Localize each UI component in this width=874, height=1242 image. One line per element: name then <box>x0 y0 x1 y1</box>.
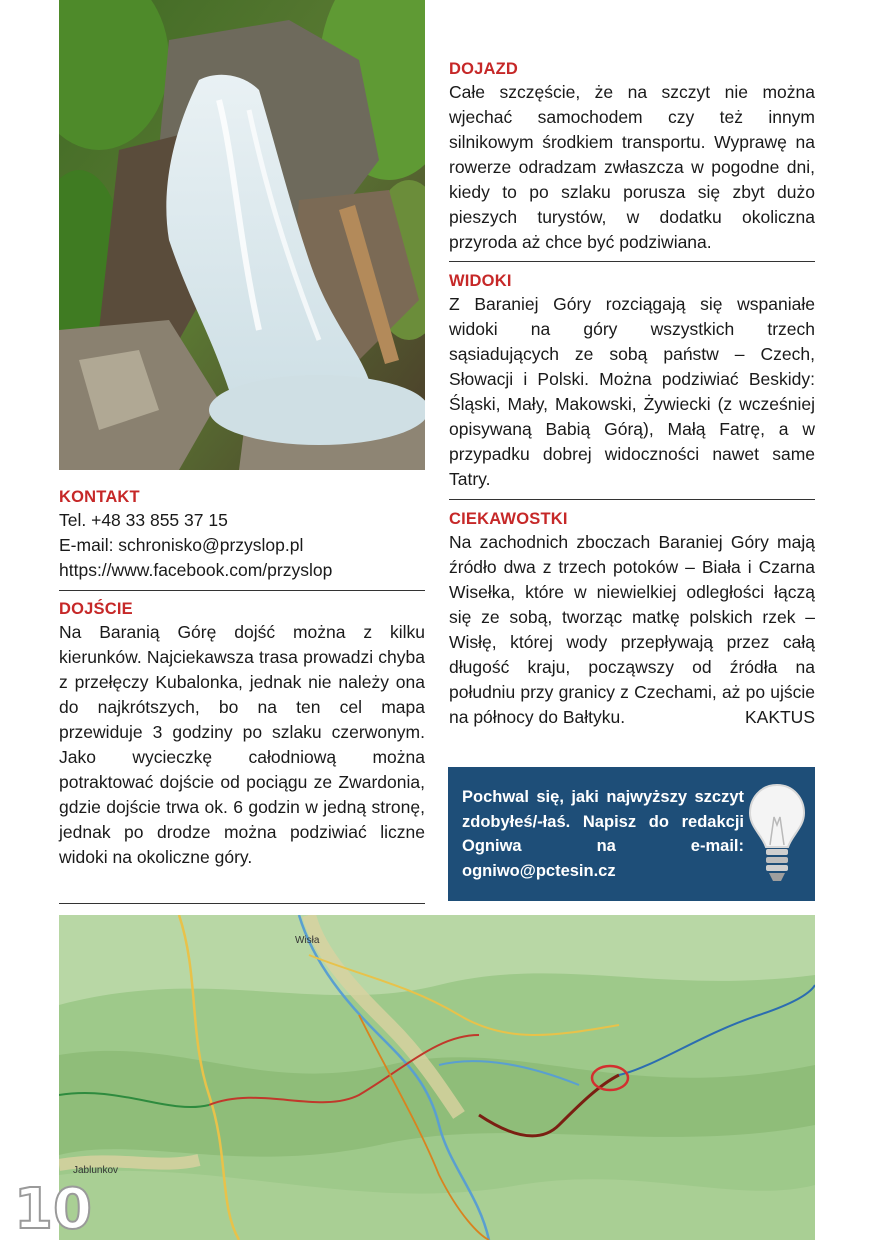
lightbulb-icon <box>746 781 808 889</box>
divider <box>449 499 815 500</box>
divider <box>59 903 425 904</box>
callout-text: Pochwal się, jaki najwyższy szczyt zdobyłeś/-łaś. Napisz do redakcji Ogniwa na e-mail: ogniwo@pctesin.cz <box>462 788 744 880</box>
transport-text: Całe szczęście, że na szczyt nie można wjechać samochodem czy też innym silnikowym środkiem transportu. Wyprawę na rowerze odradzam zwłaszcza w pogodne dni, kiedy to po szlaku porusza się zbyt dużo pieszych turystów, w dodatku okoliczna przyroda aż chce być podziwiana. <box>449 82 815 252</box>
transport-heading: DOJAZD <box>449 60 519 78</box>
trail-map <box>59 915 815 1240</box>
map-label-west: Jablunkov <box>73 1165 119 1176</box>
divider <box>59 590 425 591</box>
curiosities-text <box>449 530 815 730</box>
views-section <box>449 270 815 492</box>
curiosities-section <box>449 508 815 730</box>
map-label-north: Wisła <box>295 935 320 946</box>
contact-web: https://www.facebook.com/przyslop <box>59 560 333 580</box>
access-heading: DOJŚCIE <box>59 600 133 618</box>
contact-email: E-mail: schronisko@przyslop.pl <box>59 535 304 555</box>
waterfall-photo <box>59 0 425 470</box>
divider <box>449 261 815 262</box>
views-text: Z Baraniej Góry rozciągają się wspaniałe widoki na góry wszystkich trzech sąsiadujących ze sobą państw – Czech, Słowacji i Polski. Można podziwiać Beskidy: Śląski, Mały, Makowski, Żywiecki (z wcześniej opisywaną Babią Górą), Małą Fatrę, a w przypadku dobrej widoczności nawet same Tatry. <box>449 294 815 489</box>
curiosities-heading: CIEKAWOSTKI <box>449 510 568 528</box>
transport-section <box>449 58 815 255</box>
access-section <box>59 598 425 870</box>
author-signature: KAKTUS <box>744 707 815 727</box>
access-text: Na Baranią Górę dojść można z kilku kierunków. Najciekawsza trasa prowadzi chyba z przełęczy Kubalonka, jednak nie należy ona do najkrótszych, bo na ten cel mapa przewiduje 3 godziny po szlaku czerwonym. Jako wycieczkę całodniową można potraktować dojście od pociągu ze Zwardonia, gdzie dojście trwa ok. 6 godzin w jedną stronę, jednak po drodze można podziwiać liczne widoki na okoliczne góry. <box>59 622 425 867</box>
views-heading: WIDOKI <box>449 272 512 290</box>
contact-phone: Tel. +48 33 855 37 15 <box>59 510 228 530</box>
contact-heading: KONTAKT <box>59 488 140 506</box>
callout-box <box>448 767 815 901</box>
curiosities-body: Na zachodnich zboczach Baraniej Góry mają źródło dwa z trzech potoków – Biała i Czarna Wisełka, które w niewielkiej odległości łączą się ze sobą, tworząc matkę polskich rzek – Wisłę, której wody przepływają przez całą długość kraju, począwszy od źródła na południu przy granicy z Czechami, aż po ujście na północy do Bałtyku. <box>449 532 815 727</box>
page-number: 10 <box>14 1177 92 1242</box>
contact-section <box>59 486 425 583</box>
